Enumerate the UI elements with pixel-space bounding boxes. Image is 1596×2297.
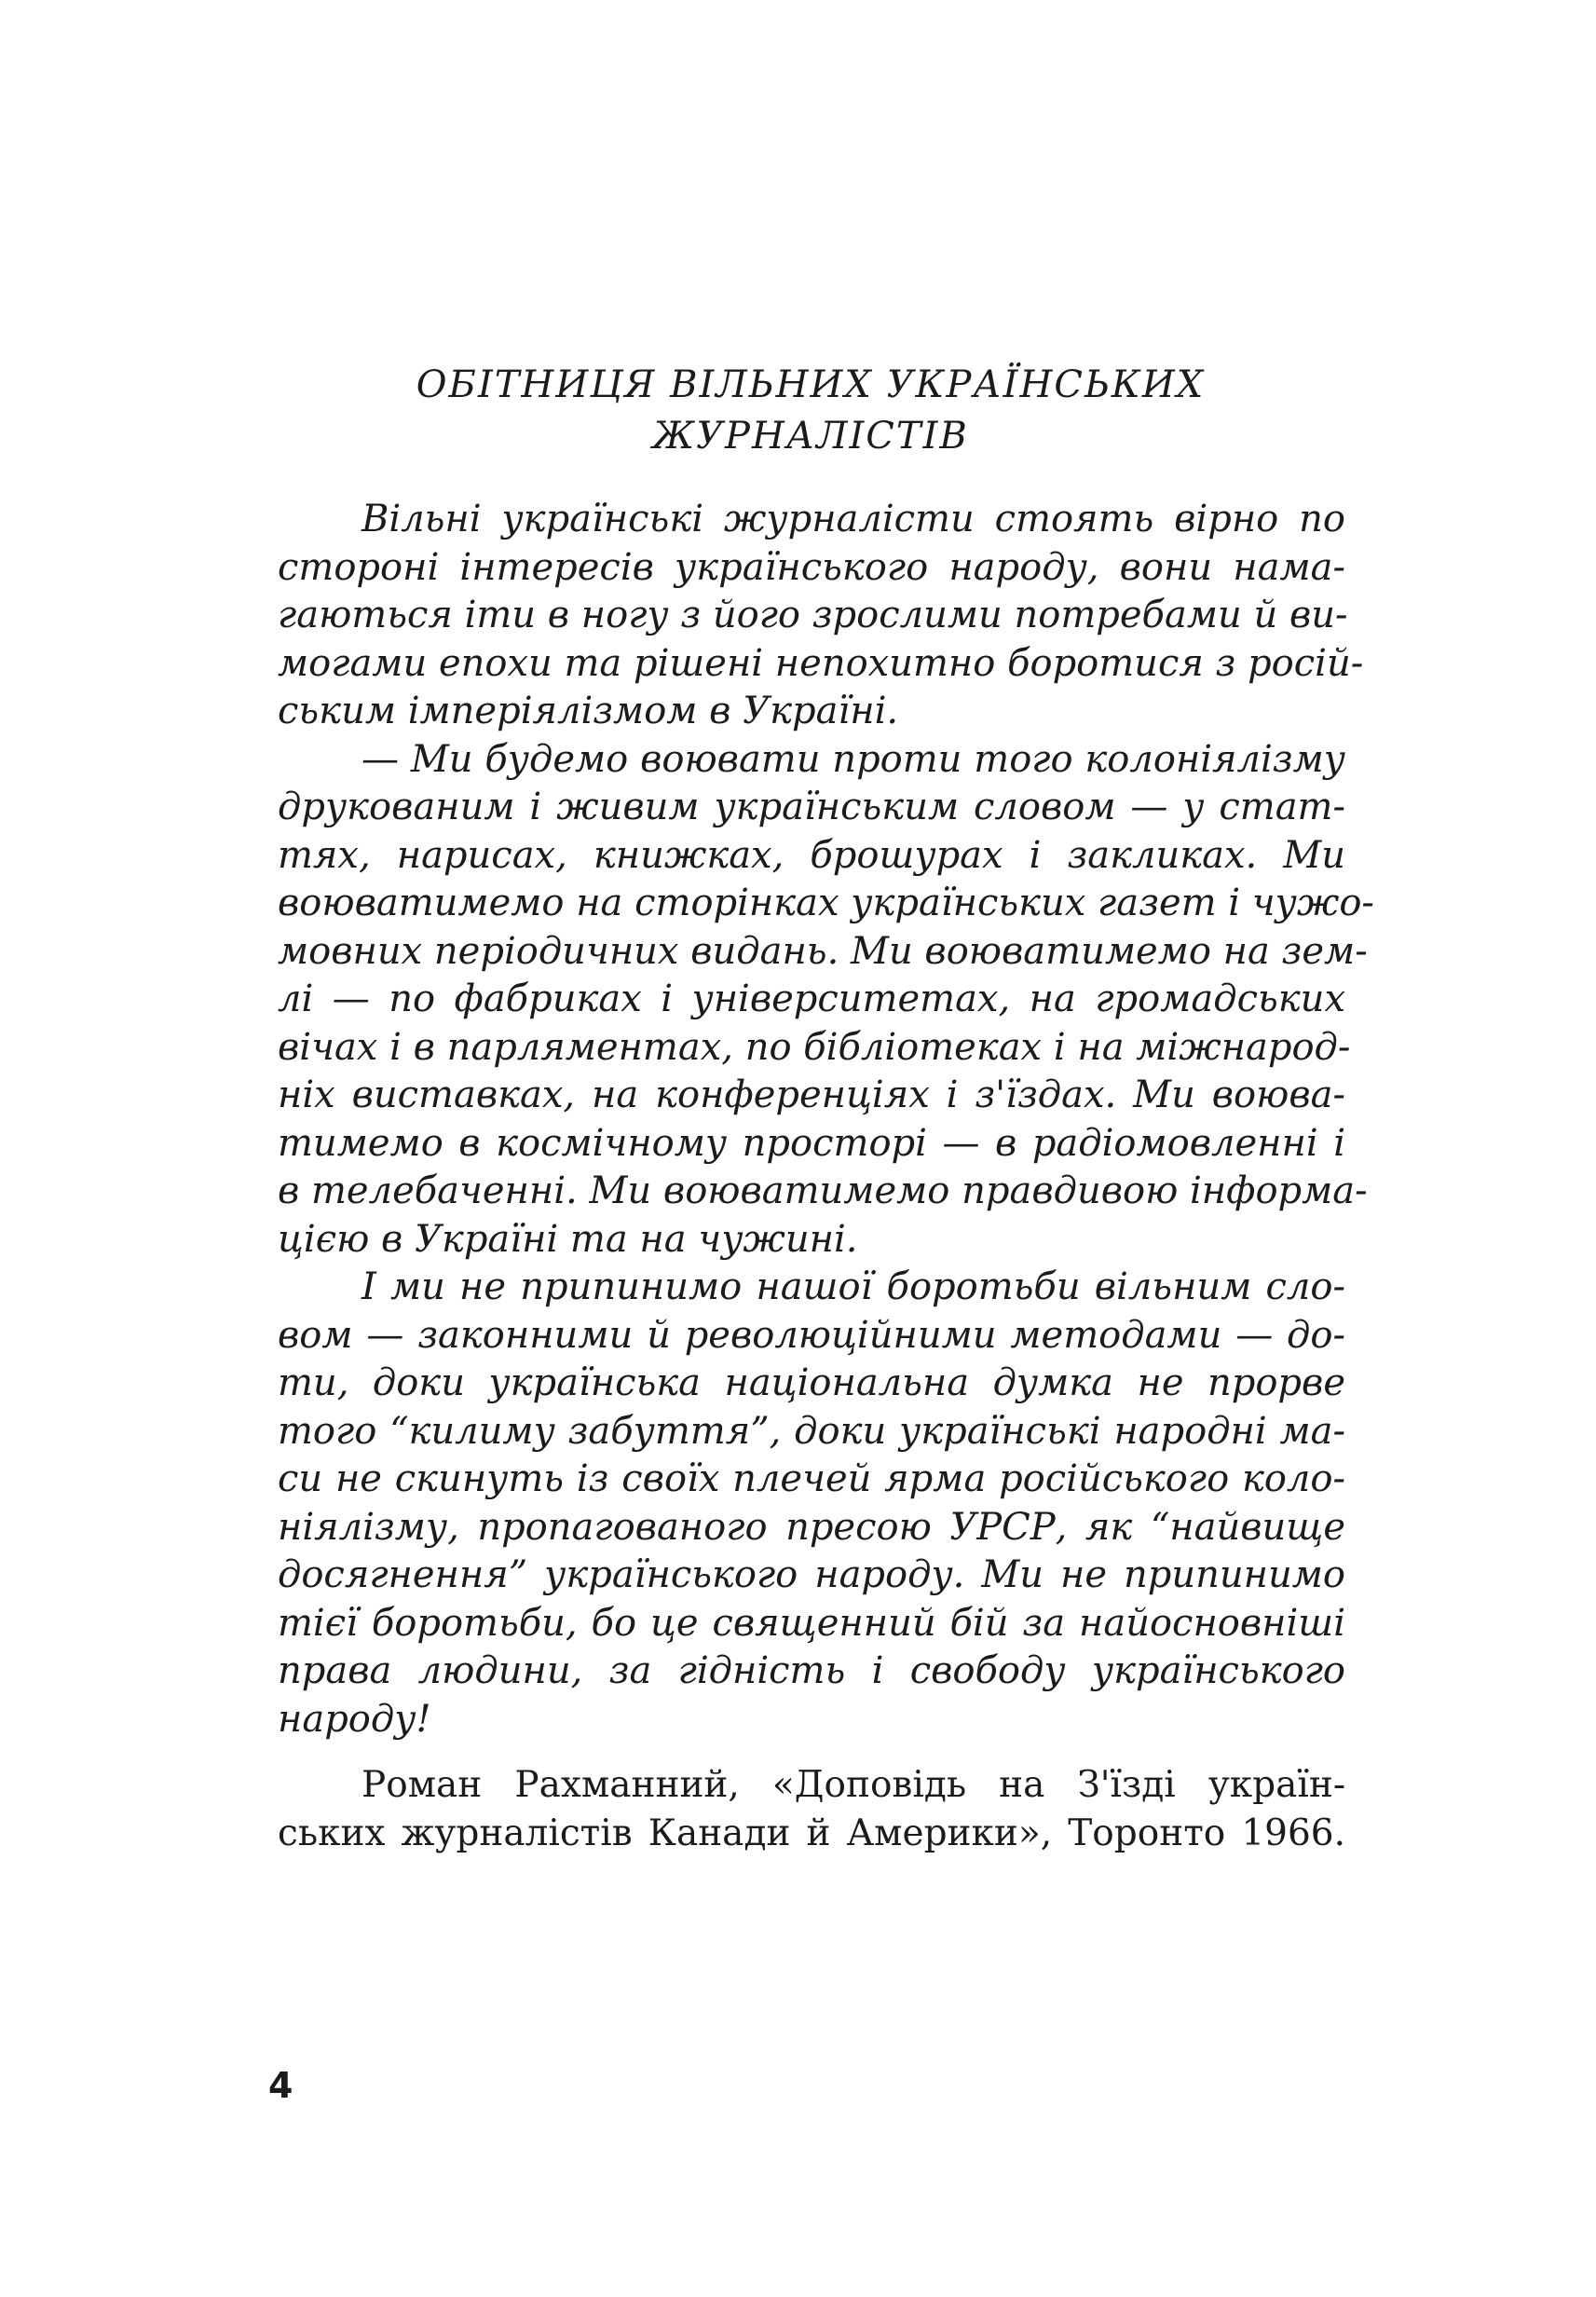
paragraph-line: мовних періодичних видань. Ми воюватимемо на зем- [278,929,1368,973]
paragraph-line: лі — по фабриках і університетах, на громадських [278,978,1345,1020]
paragraph-line: цією в Україні та на чужині. [278,1217,858,1261]
paragraph-line: вом — законними й революційними методами — до- [278,1313,1345,1357]
page-title-line-1: ОБІТНИЦЯ ВІЛЬНИХ УКРАЇНСЬКИХ [416,363,1206,406]
paragraph-2 [278,736,1374,1265]
paragraph-line: гаються іти в ногу з його зрослими потребами й ви- [278,594,1348,636]
paragraph-1 [278,496,1364,736]
page-title-line-2: ЖУРНАЛІСТІВ [652,415,969,458]
paragraph-line: тієї боротьби, бо це священний бій за найосновніші [278,1601,1345,1645]
paragraph-line: тях, нарисах, книжках, брошурах і закликах. Ми [278,833,1345,877]
page-number: 4 [268,2065,293,2106]
paragraph-line: друкованим і живим українським словом — у стат- [278,786,1345,828]
paragraph-line: могами епохи та рішені непохитно боротися з росій- [278,641,1364,685]
paragraph-line: народу! [278,1697,431,1741]
attribution-line: ських журналістів Канади й Америки», Торонто 1966. [278,1812,1345,1854]
body-text [278,496,1374,1743]
paragraph-line: того “килиму забуття”, доки українські народні ма- [278,1409,1345,1453]
paragraph-line: ським імперіялізмом в Україні. [278,690,899,732]
paragraph-line: І ми не припинимо нашої боротьби вільним сло- [361,1265,1345,1308]
paragraph-line: стороні інтересів українського народу, вони нама- [278,545,1345,589]
paragraph-line: — Ми будемо воювати проти того колоніялізму [361,737,1345,781]
attribution [278,1761,1345,1857]
paragraph-line: в телебаченні. Ми воюватимемо правдивою інформа- [278,1169,1368,1212]
paragraph-line: си не скинуть із своїх плечей ярма російського коло- [278,1457,1345,1500]
paragraph-line: Вільні українські журналісти стоять вірно по [361,498,1345,540]
paragraph-line: ти, доки українська національна думка не прорве [278,1361,1345,1404]
paragraph-line: тимемо в космічному просторі — в радіомовленні і [278,1121,1345,1165]
paragraph-line: воюватимемо на сторінках українських газет і чужо- [278,882,1374,924]
paragraph-line: ніялізму, пропагованого пресою УРСР, як “найвище [278,1505,1345,1549]
paragraph-line: досягнення” українського народу. Ми не припинимо [278,1553,1345,1596]
paragraph-line: ніх виставках, на конференціях і з'їздах. Ми воюва- [278,1073,1345,1116]
paragraph-line: вічах і в парляментах, по бібліотеках і на міжнарод- [278,1025,1351,1069]
paragraph-line: права людини, за гідність і свободу українського [278,1649,1345,1692]
paragraph-3 [278,1264,1345,1743]
attribution-line: Роман Рахманний, «Доповідь на З'їзді україн- [361,1764,1345,1806]
